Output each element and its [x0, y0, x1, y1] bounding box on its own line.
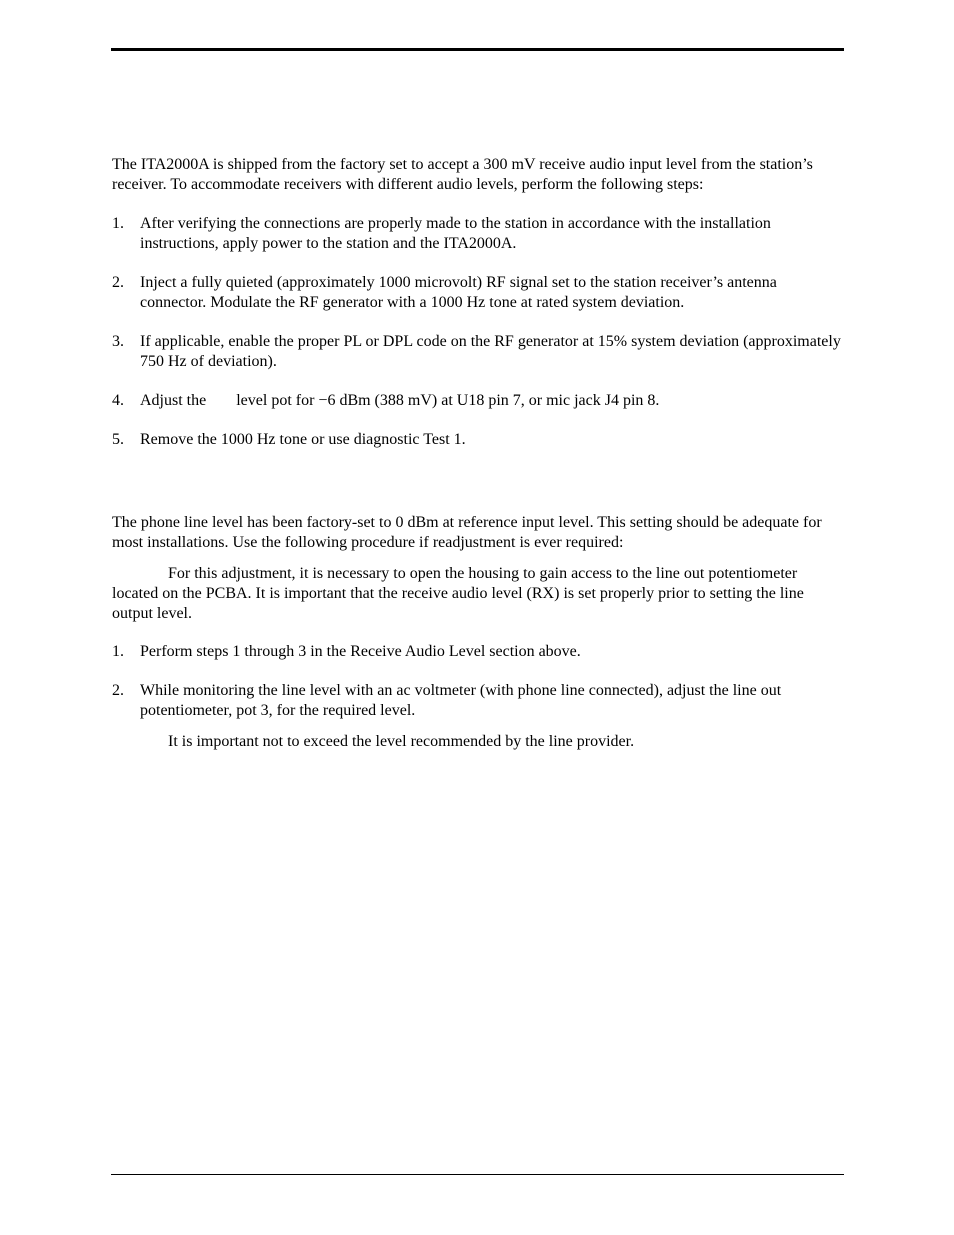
- step-number: 3.: [112, 333, 124, 350]
- step-number: 2.: [112, 682, 124, 699]
- section1-intro: The ITA2000A is shipped from the factory set to accept a 300 mV receive audio input level from the station’s receiver. To accommodate receivers with different audio levels, perform the following steps:: [112, 156, 813, 193]
- step-text: [140, 391, 847, 411]
- footer-rule: [111, 1174, 844, 1175]
- step-text-before: Adjust the: [140, 392, 207, 409]
- section1-step-3: [112, 332, 847, 372]
- step-number: 4.: [112, 392, 124, 409]
- section1-step-1: [112, 214, 847, 254]
- caution-text: It is important not to exceed the level recommended by the line provider.: [168, 733, 635, 750]
- step-number: 1.: [112, 643, 124, 660]
- section2-intro: The phone line level has been factory-set to 0 dBm at reference input level. This setting should be adequate for most installations. Use the following procedure if readjustment is ever required:: [112, 514, 822, 551]
- step-text: If applicable, enable the proper PL or DPL code on the RF generator at 15% system deviation (approximately 750 Hz of deviation).: [140, 333, 841, 370]
- section1-step-5: [112, 430, 847, 450]
- step-number: 2.: [112, 274, 124, 291]
- section2-step-1: [112, 642, 847, 662]
- step-text-after: level pot for −6 dBm (388 mV) at U18 pin 7, or mic jack J4 pin 8.: [236, 392, 660, 409]
- header-rule: [111, 48, 844, 51]
- section2-caution: [112, 732, 847, 752]
- step-number: 5.: [112, 431, 124, 448]
- step-text: Inject a fully quieted (approximately 1000 microvolt) RF signal set to the station receiver’s antenna connector. Modulate the RF generator with a 1000 Hz tone at rated system deviation.: [140, 274, 777, 311]
- step-number: 1.: [112, 215, 124, 232]
- step-text: After verifying the connections are properly made to the station in accordance with the installation instructions, apply power to the station and the ITA2000A.: [140, 215, 771, 252]
- step-text: Perform steps 1 through 3 in the Receive Audio Level section above.: [140, 643, 581, 660]
- section1-step-4: [112, 391, 847, 411]
- step-text: While monitoring the line level with an ac voltmeter (with phone line connected), adjust the line out potentiometer, pot 3, for the required level.: [140, 682, 782, 719]
- section1-step-2: [112, 273, 847, 313]
- section2-note: [112, 564, 847, 624]
- step-text: Remove the 1000 Hz tone or use diagnostic Test 1.: [140, 431, 466, 448]
- note-text: For this adjustment, it is necessary to open the housing to gain access to the line out potentiometer located on the PCBA. It is important that the receive audio level (RX) is set properly prior to setting the line output level.: [112, 565, 804, 622]
- section2-step-2: [112, 681, 847, 721]
